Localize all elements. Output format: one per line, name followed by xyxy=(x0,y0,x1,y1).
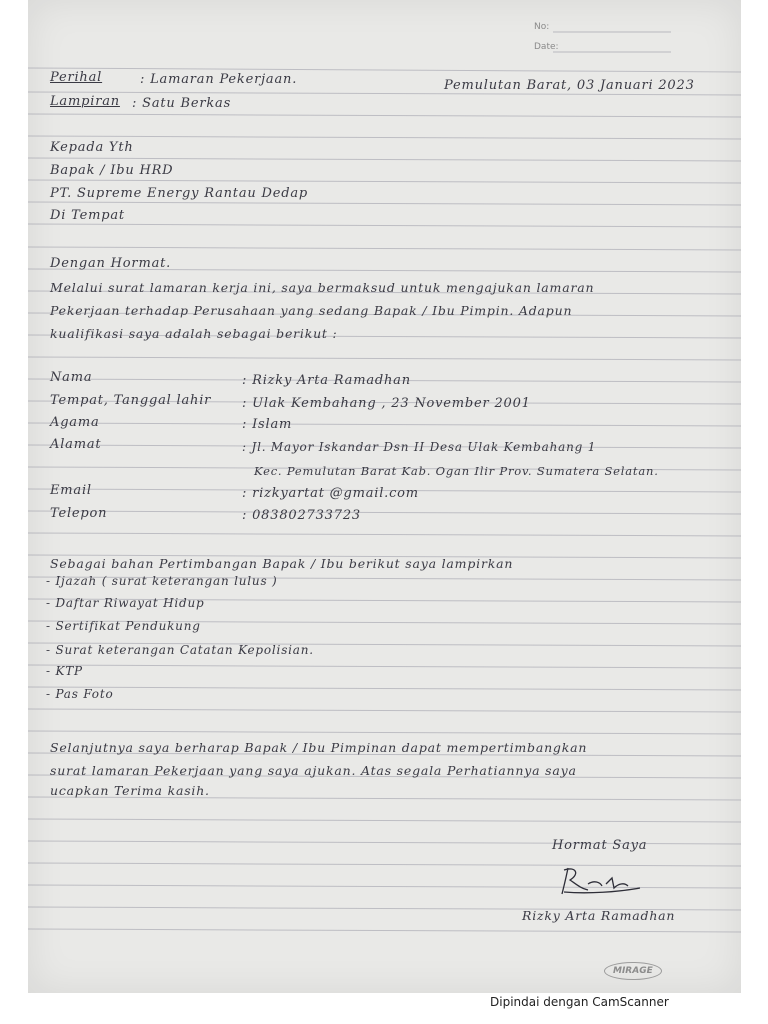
attachment-item: - Ijazah ( surat keterangan lulus ) xyxy=(46,574,278,588)
scanner-footer: Dipindai dengan CamScanner xyxy=(490,995,669,1009)
intro-line-2: Pekerjaan terhadap Perusahaan yang sedang Bapak / Ibu Pimpin. Adapun xyxy=(50,303,573,318)
perihal-value: : Lamaran Pekerjaan. xyxy=(140,72,298,87)
closing-line-1: Selanjutnya saya berharap Bapak / Ibu Pimpinan dapat mempertimbangkan xyxy=(50,740,588,755)
greeting: Dengan Hormat. xyxy=(50,256,172,271)
field-label-agama: Agama xyxy=(50,415,100,430)
field-label-nama: Nama xyxy=(50,370,93,385)
to-line-4: Di Tempat xyxy=(50,208,125,223)
field-label-alamat: Alamat xyxy=(50,437,102,452)
field-value-telepon: : 083802733723 xyxy=(242,508,361,523)
regards: Hormat Saya xyxy=(552,838,648,853)
attachment-item: - Surat keterangan Catatan Kepolisian. xyxy=(46,643,314,657)
intro-line-3: kualifikasi saya adalah sebagai berikut : xyxy=(50,326,338,341)
place-date: Pemulutan Barat, 03 Januari 2023 xyxy=(444,78,695,93)
to-line-2: Bapak / Ibu HRD xyxy=(50,163,174,178)
field-label-telepon: Telepon xyxy=(50,506,108,521)
field-value-alamat-1: : Jl. Mayor Iskandar Dsn II Desa Ulak Kembahang 1 xyxy=(242,440,597,454)
lampiran-label: Lampiran xyxy=(50,94,120,109)
lampiran-value: : Satu Berkas xyxy=(132,96,232,111)
field-value-nama: : Rizky Arta Ramadhan xyxy=(242,373,411,388)
no-label: No: xyxy=(534,22,550,32)
mirage-logo: MIRAGE xyxy=(604,962,662,980)
to-line-3: PT. Supreme Energy Rantau Dedap xyxy=(50,186,308,201)
closing-line-3: ucapkan Terima kasih. xyxy=(50,783,210,798)
field-value-agama: : Islam xyxy=(242,417,293,432)
signature-scribble xyxy=(562,868,640,894)
perihal-label: Perihal xyxy=(50,70,103,85)
field-value-ttl: : Ulak Kembahang , 23 November 2001 xyxy=(242,396,531,411)
closing-line-2: surat lamaran Pekerjaan yang saya ajukan. Atas segala Perhatiannya saya xyxy=(50,763,577,778)
notebook-page xyxy=(28,0,741,993)
field-value-email: : rizkyartat @gmail.com xyxy=(242,486,419,501)
field-value-alamat-2: Kec. Pemulutan Barat Kab. Ogan Ilir Prov. Sumatera Selatan. xyxy=(254,464,659,478)
signer-name: Rizky Arta Ramadhan xyxy=(522,908,676,923)
to-line-1: Kepada Yth xyxy=(50,140,134,155)
attachment-item: - Pas Foto xyxy=(46,687,114,701)
date-label: Date: xyxy=(534,42,559,52)
attachment-item: - KTP xyxy=(46,664,83,678)
attach-intro: Sebagai bahan Pertimbangan Bapak / Ibu berikut saya lampirkan xyxy=(50,556,514,571)
field-label-ttl: Tempat, Tanggal lahir xyxy=(50,393,212,408)
intro-line-1: Melalui surat lamaran kerja ini, saya bermaksud untuk mengajukan lamaran xyxy=(50,280,595,295)
field-label-email: Email xyxy=(50,483,92,498)
attachment-item: - Sertifikat Pendukung xyxy=(46,619,201,633)
attachment-item: - Daftar Riwayat Hidup xyxy=(46,596,205,610)
